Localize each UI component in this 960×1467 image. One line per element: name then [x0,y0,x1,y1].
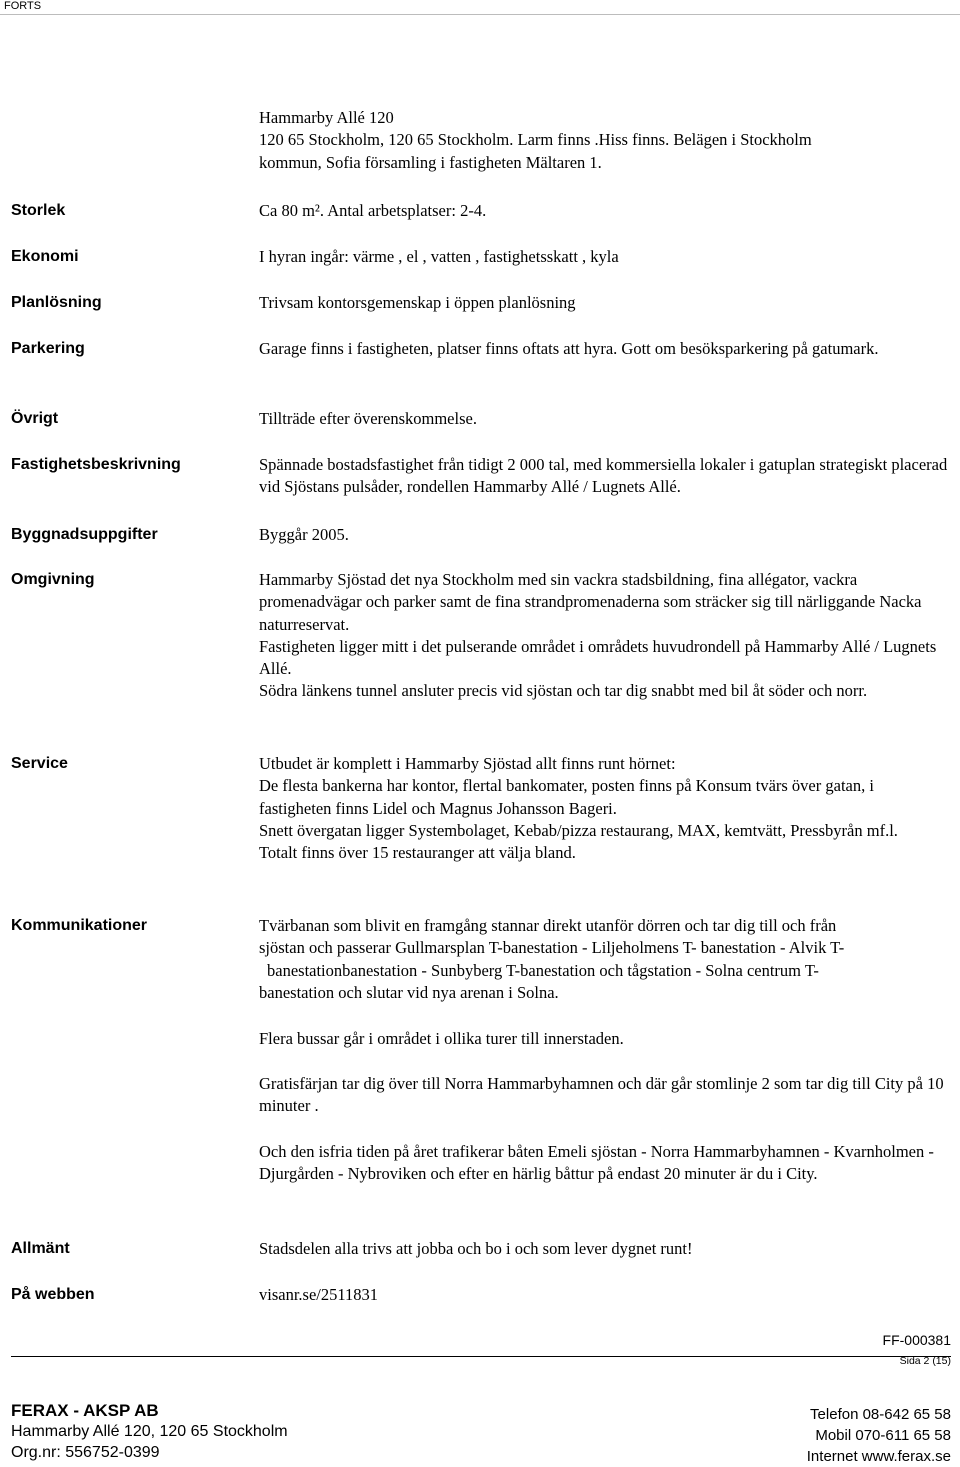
storlek-label: Storlek [11,202,66,219]
kommunikationer-line: sjöstan och passerar Gullmarsplan T-banestation - Liljeholmens T- banestation - Alvik T- [259,938,845,958]
service-paragraph: Utbudet är komplett i Hammarby Sjöstad allt finns runt hörnet: [259,754,676,773]
kommunikationer-paragraph: Gratisfärjan tar dig över till Norra Hammarbyhamnen och där går stomlinje 2 som tar dig till City på 10 minuter . [259,1074,944,1116]
service-paragraph: De flesta bankerna har kontor, flertal bankomater, posten finns på Konsum tvärs över gatan, i fastigheten finns Lidel och Magnus Johansson Bageri. [259,776,874,818]
omgivning-value [259,569,949,703]
omgivning-paragraph: Hammarby Sjöstad det nya Stockholm med sin vackra stadsbildning, fina allégator, vackra promenadvägar och parker samt de fina strandpromenaderna som sträcker sig till närliggande Nacka naturreservat. [259,570,922,634]
contact-internet[interactable]: Internet www.ferax.se [806,1448,951,1465]
company-address: Hammarby Allé 120, 120 65 Stockholm [11,1423,288,1440]
kommunikationer-line: banestationbanestation - Sunbyberg T-banestation och tågstation - Solna centrum T- [267,960,819,980]
omgivning-paragraph: Södra länkens tunnel ansluter precis vid sjöstan och tar dig snabbt med bil åt söder och norr. [259,681,868,701]
parkering-label: Parkering [11,340,85,357]
page-header-tag: FORTS [4,0,42,12]
byggnadsuppgifter-label: Byggnadsuppgifter [11,526,158,543]
planlosning-label: Planlösning [11,294,102,311]
company-orgnr: Org.nr: 556752-0399 [11,1444,160,1461]
contact-block [807,1404,951,1467]
company-name: FERAX - AKSP AB [11,1401,159,1420]
allmant-value: Stadsdelen alla trivs att jobba och bo i och som lever dygnet runt! [259,1239,693,1258]
service-paragraph: Totalt finns över 15 restauranger att välja bland. [259,843,576,863]
header-divider [0,14,960,15]
pa-webben-link[interactable]: visanr.se/2511831 [259,1285,379,1304]
address-line-3: kommun, Sofia församling i fastigheten Mältaren 1. [259,152,602,172]
pa-webben-label: På webben [11,1286,95,1303]
planlosning-value: Trivsam kontorsgemenskap i öppen planlösning [259,293,576,312]
service-paragraph: Snett övergatan ligger Systembolaget, Kebab/pizza restaurang, MAX, kemtvätt, Pressbyrån mf.l. [259,820,898,840]
footer-divider [11,1356,951,1357]
ekonomi-value: I hyran ingår: värme , el , vatten , fastighetsskatt , kyla [259,247,619,266]
kommunikationer-paragraph: Och den isfria tiden på året trafikerar båten Emeli sjöstan - Norra Hammarbyhamnen - Kvarnholmen - Djurgården - Nybroviken och efter en härlig båttur på endast 20 minuter är du i City. [259,1142,934,1184]
address-line-1: Hammarby Allé 120 [259,108,394,127]
address-line-2: 120 65 Stockholm, 120 65 Stockholm. Larm finns .Hiss finns. Belägen i Stockholm [259,130,812,150]
omgivning-label: Omgivning [11,571,95,588]
address-block [259,107,949,174]
page-number: Sida 2 (15) [899,1355,951,1367]
contact-telefon: Telefon 08-642 65 58 [810,1406,951,1423]
kommunikationer-label: Kommunikationer [11,917,148,934]
parkering-value: Garage finns i fastigheten, platser finns oftats att hyra. Gott om besöksparkering på gatumark. [259,339,879,358]
service-value [259,753,949,864]
fastighetsbeskrivning-value: Spännade bostadsfastighet från tidigt 2 000 tal, med kommersiella lokaler i gatuplan strategiskt placerad vid Sjöstans pulsåder, rondellen Hammarby Allé / Lugnets Allé. [259,455,948,497]
reference-code: FF-000381 [882,1332,951,1348]
storlek-value: Ca 80 m². Antal arbetsplatser: 2-4. [259,201,487,220]
kommunikationer-line: banestation och slutar vid nya arenan i Solna. [259,982,559,1002]
ovrigt-value: Tillträde efter överenskommelse. [259,409,477,428]
byggnadsuppgifter-value: Byggår 2005. [259,525,349,544]
company-block [11,1400,288,1463]
omgivning-paragraph: Fastigheten ligger mitt i det pulserande området i områdets huvudrondell på Hammarby Allé / Lugnets Allé. [259,636,937,679]
kommunikationer-line: Tvärbanan som blivit en framgång stannar direkt utanför dörren och tar dig till och från [259,916,837,935]
contact-mobil: Mobil 070-611 65 58 [815,1427,951,1444]
kommunikationer-value [259,915,949,1004]
ekonomi-label: Ekonomi [11,248,79,265]
service-label: Service [11,755,68,772]
kommunikationer-paragraph: Flera bussar går i området i ollika turer till innerstaden. [259,1029,624,1048]
allmant-label: Allmänt [11,1240,70,1257]
fastighetsbeskrivning-label: Fastighetsbeskrivning [11,456,181,473]
ovrigt-label: Övrigt [11,410,59,427]
